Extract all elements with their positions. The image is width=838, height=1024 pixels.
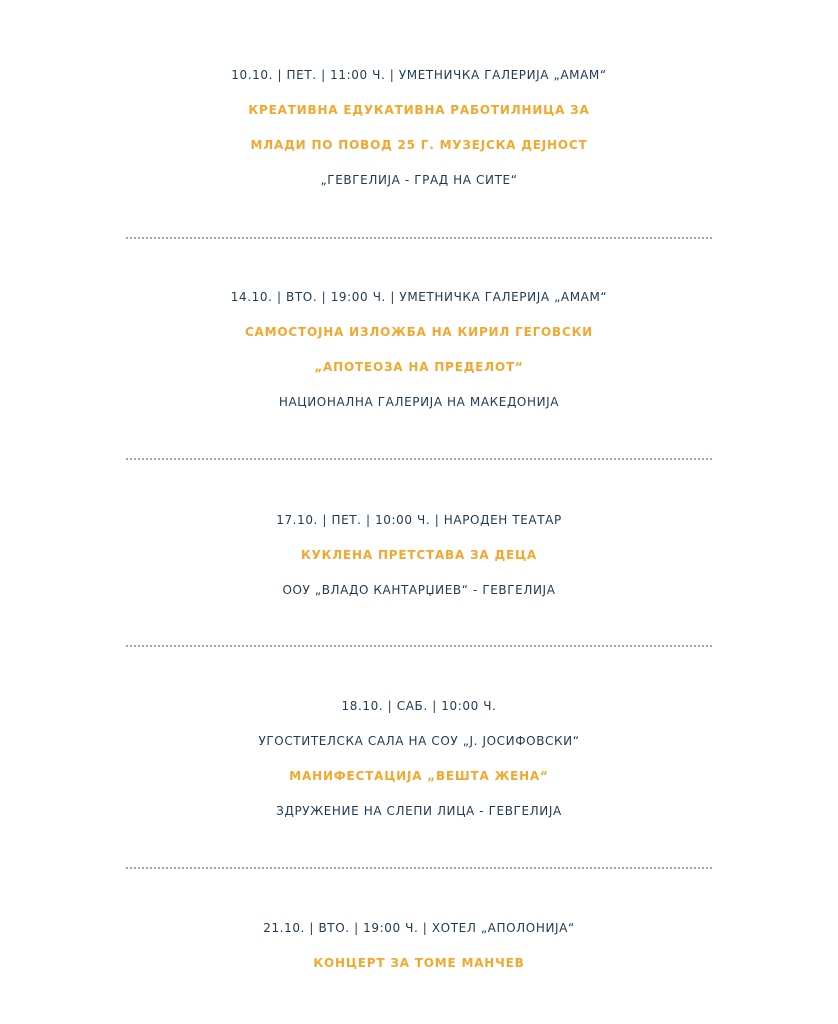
- event-title-line: МАНИФЕСТАЦИЈА „ВЕШТА ЖЕНА“: [289, 769, 549, 783]
- event-info: 10.10. | ПЕТ. | 11:00 Ч. | УМЕТНИЧКА ГАЛЕРИЈА „АМАМ“: [231, 68, 607, 82]
- dotted-divider: [126, 645, 712, 647]
- event-title-line: „АПОТЕОЗА НА ПРЕДЕЛОТ“: [314, 360, 524, 374]
- event-item: [0, 58, 838, 198]
- event-info: 17.10. | ПЕТ. | 10:00 Ч. | НАРОДЕН ТЕАТАР: [276, 513, 562, 527]
- dotted-divider: [126, 867, 712, 869]
- event-title-line: САМОСТОЈНА ИЗЛОЖБА НА КИРИЛ ГЕГОВСКИ: [244, 325, 594, 339]
- event-organizer: ЗДРУЖЕНИЕ НА СЛЕПИ ЛИЦА - ГЕВГЕЛИЈА: [276, 804, 562, 818]
- event-title-line: КУКЛЕНА ПРЕТСТАВА ЗА ДЕЦА: [301, 548, 537, 562]
- dotted-divider: [126, 237, 712, 239]
- event-title-line: МЛАДИ ПО ПОВОД 25 Г. МУЗЕЈСКА ДЕЈНОСТ: [250, 138, 588, 152]
- event-venue: УГОСТИТЕЛСКА САЛА НА СОУ „Ј. ЈОСИФОВСКИ“: [258, 734, 580, 748]
- event-item: [0, 689, 838, 829]
- event-item: [0, 911, 838, 981]
- event-info: 21.10. | ВТО. | 19:00 Ч. | ХОТЕЛ „АПОЛОНИЈА“: [263, 921, 575, 935]
- event-organizer: ООУ „ВЛАДО КАНТАРЏИЕВ“ - ГЕВГЕЛИЈА: [282, 583, 556, 597]
- event-organizer: „ГЕВГЕЛИЈА - ГРАД НА СИТЕ“: [320, 173, 518, 187]
- event-item: [0, 503, 838, 608]
- event-title-line: КОНЦЕРТ ЗА ТОМЕ МАНЧЕВ: [313, 956, 525, 970]
- event-item: [0, 280, 838, 420]
- event-info: 14.10. | ВТО. | 19:00 Ч. | УМЕТНИЧКА ГАЛЕРИЈА „АМАМ“: [230, 290, 608, 304]
- event-title-line: КРЕАТИВНА ЕДУКАТИВНА РАБОТИЛНИЦА ЗА: [248, 103, 590, 117]
- event-info: 18.10. | САБ. | 10:00 Ч.: [341, 699, 497, 713]
- event-organizer: НАЦИОНАЛНА ГАЛЕРИЈА НА МАКЕДОНИЈА: [278, 395, 560, 409]
- dotted-divider: [126, 458, 712, 460]
